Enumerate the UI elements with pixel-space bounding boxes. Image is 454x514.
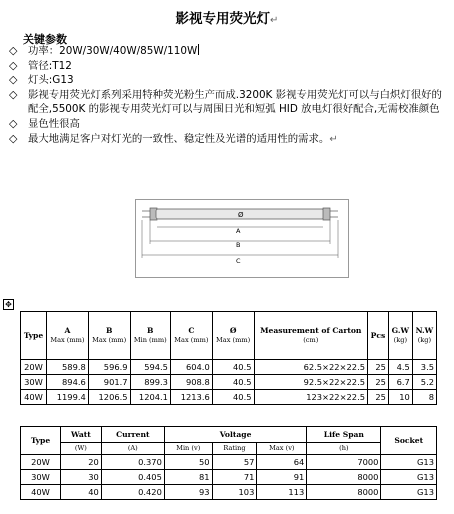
table-cell: 908.8 xyxy=(170,375,212,390)
table-cell: 0.370 xyxy=(101,455,164,470)
table-cell: 8000 xyxy=(307,470,381,485)
key-parameters-heading: 关键参数 xyxy=(23,33,67,46)
table-cell: 103 xyxy=(212,485,257,500)
diamond-bullet-icon: ◇ xyxy=(9,44,18,57)
table-cell: 1199.4 xyxy=(47,390,89,405)
table-cell: 594.5 xyxy=(130,360,170,375)
col-life-span: Life Span xyxy=(307,427,381,443)
diameter-label: Ø xyxy=(238,211,244,219)
electrical-table xyxy=(20,426,437,500)
col-pcs: Pcs xyxy=(368,312,389,360)
table-cell: 30W xyxy=(21,470,61,485)
table-header-cell: (A) xyxy=(101,443,164,455)
table-cell: 40W xyxy=(21,390,47,405)
col-c-max: C Max (mm) xyxy=(170,312,212,360)
list-item: ◇ 最大地满足客户对灯光的一致性、稳定性及光谱的适用性的需求。↵ xyxy=(9,131,338,145)
col-diameter: Ø Max (mm) xyxy=(212,312,254,360)
table-cell: 91 xyxy=(257,470,307,485)
table-cell: 40W xyxy=(21,485,61,500)
table-cell: 40.5 xyxy=(212,375,254,390)
table-header-cell: Rating xyxy=(212,443,257,455)
table-cell: 901.7 xyxy=(88,375,130,390)
table-cell: 57 xyxy=(212,455,257,470)
table-cell: 894.6 xyxy=(47,375,89,390)
table-header-cell: Min (v) xyxy=(164,443,212,455)
col-b-max: B Max (mm) xyxy=(88,312,130,360)
table-cell: 589.8 xyxy=(47,360,89,375)
table-row xyxy=(21,455,437,470)
table-cell: 92.5×22×22.5 xyxy=(254,375,367,390)
table-cell: 4.5 xyxy=(388,360,412,375)
table-cell: 50 xyxy=(164,455,212,470)
table-cell: 71 xyxy=(212,470,257,485)
table-cell: 10 xyxy=(388,390,412,405)
table-cell: 113 xyxy=(257,485,307,500)
table-cell: 7000 xyxy=(307,455,381,470)
list-item: ◇ 显色性很高 xyxy=(9,116,80,130)
col-gw: G.W (kg) xyxy=(388,312,412,360)
list-item: ◇ 影视专用荧光灯系列采用特种荧光粉生产而成.3200K 影视专用荧光灯可以与白炽灯很好的配全,5500K 的影视专用荧光灯可以与周围日光和短弧 HID 放电灯很好配合,无需校准颜色 xyxy=(9,87,442,116)
diamond-bullet-icon: ◇ xyxy=(9,116,18,130)
list-item: ◇ 灯头:G13 xyxy=(9,73,74,87)
table-row xyxy=(21,375,437,390)
table-cell: 1213.6 xyxy=(170,390,212,405)
table-cell: 40 xyxy=(61,485,102,500)
table-cell: 899.3 xyxy=(130,375,170,390)
col-b-min: B Min (mm) xyxy=(130,312,170,360)
table-cell: 604.0 xyxy=(170,360,212,375)
col-nw: N.W (kg) xyxy=(412,312,436,360)
col-socket: Socket xyxy=(381,427,437,455)
table-cell: 81 xyxy=(164,470,212,485)
table-header-cell: Max (v) xyxy=(257,443,307,455)
table-cell: G13 xyxy=(381,455,437,470)
table-cell: 62.5×22×22.5 xyxy=(254,360,367,375)
table-subheader-row xyxy=(21,443,437,455)
table-cell: 93 xyxy=(164,485,212,500)
dimension-b-label: B xyxy=(236,241,241,249)
table-header-row xyxy=(21,312,437,360)
table-cell: G13 xyxy=(381,485,437,500)
table-cell: 1206.5 xyxy=(88,390,130,405)
diamond-bullet-icon: ◇ xyxy=(9,87,18,101)
table-cell: 64 xyxy=(257,455,307,470)
table-cell: 25 xyxy=(368,390,389,405)
lamp-diagram-svg xyxy=(136,200,348,277)
document-title: 影视专用荧光灯↵ xyxy=(175,11,279,27)
right-end-cap xyxy=(323,208,330,220)
table-cell: 1204.1 xyxy=(130,390,170,405)
table-cell: 123×22×22.5 xyxy=(254,390,367,405)
table-header-row xyxy=(21,427,437,443)
table-cell: 0.420 xyxy=(101,485,164,500)
table-cell: 30W xyxy=(21,375,47,390)
col-watt: Watt xyxy=(61,427,102,443)
dimension-a-label: A xyxy=(236,227,241,235)
table-cell: 20 xyxy=(61,455,102,470)
table-row xyxy=(21,470,437,485)
table-header-cell: (h) xyxy=(307,443,381,455)
table-cell: 6.7 xyxy=(388,375,412,390)
table-cell: 596.9 xyxy=(88,360,130,375)
table-cell: 20W xyxy=(21,455,61,470)
table-cell: 25 xyxy=(368,375,389,390)
table-cell: 3.5 xyxy=(412,360,436,375)
diamond-bullet-icon: ◇ xyxy=(9,131,18,145)
col-voltage: Voltage xyxy=(164,427,306,443)
table-cell: 25 xyxy=(368,360,389,375)
table-cell: 5.2 xyxy=(412,375,436,390)
list-item: ◇ 功率：20W/30W/40W/85W/110W xyxy=(9,44,198,57)
table-cell: 8 xyxy=(412,390,436,405)
table-row xyxy=(21,360,437,375)
diamond-bullet-icon: ◇ xyxy=(9,73,18,87)
col-a-max: A Max (mm) xyxy=(47,312,89,360)
text-cursor xyxy=(198,44,199,55)
diamond-bullet-icon: ◇ xyxy=(9,58,18,72)
col-current: Current xyxy=(101,427,164,443)
table-cell: G13 xyxy=(381,470,437,485)
table-cell: 40.5 xyxy=(212,390,254,405)
list-item: ◇ 管径:T12 xyxy=(9,58,72,72)
dimension-c-label: C xyxy=(236,257,241,265)
table-cell: 40.5 xyxy=(212,360,254,375)
table-cell: 20W xyxy=(21,360,47,375)
lamp-dimension-diagram xyxy=(135,199,349,278)
bullet-list xyxy=(9,44,449,147)
table-cell: 8000 xyxy=(307,485,381,500)
col-type: Type xyxy=(21,427,61,455)
table-cell: 30 xyxy=(61,470,102,485)
table-row xyxy=(21,390,437,405)
table-move-handle-icon[interactable]: ✥ xyxy=(3,299,14,310)
col-carton: Measurement of Carton (cm) xyxy=(254,312,367,360)
table-header-cell: (W) xyxy=(61,443,102,455)
table-cell: 0.405 xyxy=(101,470,164,485)
dimensions-table xyxy=(20,311,437,405)
table-row xyxy=(21,485,437,500)
col-type: Type xyxy=(21,312,47,360)
